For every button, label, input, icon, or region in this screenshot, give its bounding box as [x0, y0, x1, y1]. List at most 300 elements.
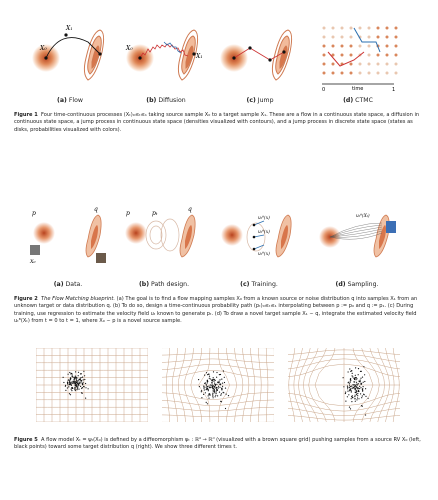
- velocity-arrows: [254, 221, 264, 249]
- sample-point: [80, 377, 81, 378]
- grid-line: [162, 353, 274, 355]
- sample-point: [351, 386, 352, 387]
- sample-point: [211, 385, 212, 386]
- state-dot: [386, 63, 389, 66]
- sample-point: [74, 389, 75, 390]
- sample-point: [358, 368, 359, 369]
- figure1-ctmc-panel: [318, 22, 400, 92]
- sample-point: [355, 401, 356, 402]
- target-density: [86, 215, 101, 257]
- sample-point: [352, 388, 353, 389]
- state-dot: [323, 27, 326, 30]
- sample-point: [70, 394, 71, 395]
- state-dot: [341, 27, 344, 30]
- sample-point: [73, 379, 74, 380]
- sample-point: [78, 379, 79, 380]
- sample-point: [219, 392, 220, 393]
- sample-point: [207, 374, 208, 375]
- sample-point: [363, 386, 364, 387]
- sample-point: [73, 381, 74, 382]
- sample-point: [74, 381, 75, 382]
- x1-label: X₁: [196, 53, 203, 60]
- q-label: q: [94, 206, 98, 213]
- pt-label: pₜ: [152, 210, 158, 217]
- sample-point: [350, 378, 351, 379]
- sample-point: [351, 370, 352, 371]
- sample-point: [69, 372, 70, 373]
- sample-point: [352, 373, 353, 374]
- sample-point: [355, 375, 356, 376]
- sample-point: [76, 389, 77, 390]
- ut-label: uₜᶿ(x): [258, 252, 270, 257]
- sample-point: [345, 392, 346, 393]
- sample-point: [69, 380, 70, 381]
- source-sample-image: [30, 245, 40, 255]
- state-dot: [332, 36, 335, 39]
- sample-point: [74, 383, 75, 384]
- jump-dot: [282, 50, 285, 53]
- sample-point: [362, 377, 363, 378]
- grid-line: [162, 415, 274, 417]
- sample-point: [209, 376, 210, 377]
- fig2-sub-b: (b) Path design.: [138, 281, 190, 288]
- sample-point: [361, 397, 362, 398]
- sample-point: [353, 381, 354, 382]
- sample-point: [205, 392, 206, 393]
- state-dot: [395, 27, 398, 30]
- sample-point: [71, 390, 72, 391]
- sample-point: [203, 388, 204, 389]
- sample-point: [349, 390, 350, 391]
- sample-point: [347, 391, 348, 392]
- sample-point: [224, 377, 225, 378]
- sample-point: [348, 371, 349, 372]
- sample-point: [360, 371, 361, 372]
- sample-point: [358, 381, 359, 382]
- state-dot: [386, 45, 389, 48]
- sample-point: [76, 377, 77, 378]
- sample-point: [65, 386, 66, 387]
- state-dot: [377, 36, 380, 39]
- sample-point: [360, 380, 361, 381]
- sample-point: [215, 388, 216, 389]
- sample-point: [347, 388, 348, 389]
- sample-point: [63, 382, 64, 383]
- sample-point: [69, 381, 70, 382]
- sample-point: [207, 388, 208, 389]
- figure1-flow-panel: [30, 22, 112, 92]
- sample-point: [67, 382, 68, 383]
- sample-point: [359, 386, 360, 387]
- sample-point: [356, 382, 357, 383]
- jump-dot: [268, 58, 271, 61]
- sample-point: [365, 396, 366, 397]
- sample-point: [204, 383, 205, 384]
- state-dot: [395, 72, 398, 75]
- sample-point: [364, 381, 365, 382]
- sample-point: [216, 377, 217, 378]
- sample-point: [220, 374, 221, 375]
- sample-point: [70, 383, 71, 384]
- figure2-data-panel: [28, 203, 110, 273]
- sample-point: [349, 407, 350, 408]
- sample-point: [215, 384, 216, 385]
- state-dot: [395, 36, 398, 39]
- sample-point: [362, 395, 363, 396]
- sample-point: [216, 393, 217, 394]
- sample-point: [76, 379, 77, 380]
- sample-points: [253, 224, 256, 251]
- state-dot: [368, 36, 371, 39]
- sample-point: [204, 389, 205, 390]
- sample-point: [214, 391, 215, 392]
- target-samples: [343, 366, 369, 416]
- sample-point: [81, 388, 82, 389]
- sample-point: [345, 401, 346, 402]
- sample-point: [83, 371, 84, 372]
- sample-point: [213, 386, 214, 387]
- sample-point: [80, 373, 81, 374]
- sample-point: [71, 382, 72, 383]
- sample-point: [213, 397, 214, 398]
- grid-line: [162, 370, 274, 377]
- sample-point: [206, 384, 207, 385]
- sample-point: [75, 387, 76, 388]
- sample-point: [214, 392, 215, 393]
- grid-line: [162, 400, 274, 406]
- source-density: [221, 224, 243, 246]
- sample-point: [78, 389, 79, 390]
- source-density: [33, 222, 55, 244]
- sample-point: [69, 384, 70, 385]
- sample-point: [78, 375, 79, 376]
- state-dot: [323, 63, 326, 66]
- sample-point: [83, 379, 84, 380]
- sample-point: [85, 387, 86, 388]
- state-dot: [350, 27, 353, 30]
- state-dot: [341, 54, 344, 57]
- sample-point: [212, 393, 213, 394]
- sample-point: [347, 386, 348, 387]
- sample-point: [213, 388, 214, 389]
- sample-point: [217, 382, 218, 383]
- sample-point: [365, 414, 366, 415]
- sample-point: [215, 395, 216, 396]
- state-dot: [368, 45, 371, 48]
- figure2-caption: Figure 2 The Flow Matching blueprint. (a) The goal is to find a flow mapping samples X₀ from a known source or noise distribution q into samples X₁ from an unknown target or data distribution q. (b) To do so, design a time-continuous probability path (pₜ)₀≤ₜ≤₁ interpolating between p := p₀ and q := p₁. (c) During training, use regression to estimate the velocity field uₜ known to generate pₜ. (d) To draw a novel target sample X₁ ∼ q, integrate the estimated velocity field uₜᶿ(Xₜ) from t = 0 to t = 1, where X₀ ∼ p is a novel source sample.: [14, 296, 418, 324]
- sample-point: [347, 387, 348, 388]
- sample-point: [356, 378, 357, 379]
- intermediate-samples: [198, 370, 229, 409]
- state-dot: [368, 63, 371, 66]
- sample-point: [362, 406, 363, 407]
- sample-point: [352, 397, 353, 398]
- state-dot: [377, 54, 380, 57]
- sample-point: [82, 383, 83, 384]
- sample-point: [77, 380, 78, 381]
- state-dot: [341, 45, 344, 48]
- sample-point: [221, 393, 222, 394]
- sample-point: [221, 401, 222, 402]
- sample-point: [212, 379, 213, 380]
- sample-point: [357, 393, 358, 394]
- state-dot: [323, 45, 326, 48]
- sample-point: [79, 382, 80, 383]
- fig1-sub-d: (d) CTMC: [343, 97, 373, 104]
- sample-point: [350, 386, 351, 387]
- sample-point: [210, 386, 211, 387]
- sample-point: [217, 395, 218, 396]
- sample-point: [68, 374, 69, 375]
- figure1-diffusion-panel: [124, 22, 206, 92]
- figure2-training-panel: [218, 203, 300, 273]
- sample-point: [351, 401, 352, 402]
- sample-point: [360, 387, 361, 388]
- sample-point: [63, 377, 64, 378]
- sample-point: [219, 387, 220, 388]
- sample-point: [68, 386, 69, 387]
- sample-point: [362, 390, 363, 391]
- sample-point: [79, 383, 80, 384]
- x1-label: X₁: [66, 25, 73, 32]
- sample-point: [219, 384, 220, 385]
- sample-point: [350, 381, 351, 382]
- sample-point: [222, 386, 223, 387]
- state-dot: [332, 27, 335, 30]
- time-label: time: [352, 86, 364, 92]
- sample-point: [80, 386, 81, 387]
- sample-point: [218, 387, 219, 388]
- sample-point: [204, 387, 205, 388]
- sample-point: [360, 381, 361, 382]
- sample-point: [221, 388, 222, 389]
- sample-point: [208, 374, 209, 375]
- figure5-caption: Figure 5 A flow model Xₜ = ψₜ(X₀) is defined by a diffeomorphism ψₜ : ℝᵈ → ℝᵈ (visualized with a brown square grid) pushing samples from a source RV X₀ (left, black points) toward some target distribution q (right). We show three different times t.: [14, 437, 421, 451]
- sample-point: [343, 377, 344, 378]
- sample-point: [84, 379, 85, 380]
- sample-point: [217, 390, 218, 391]
- fig2-sub-d: (d) Sampling.: [335, 281, 379, 288]
- diffeomorphism-grid: [36, 348, 148, 422]
- sample-point: [201, 397, 202, 398]
- figure2-path-design-panel: [122, 203, 204, 273]
- sample-point: [216, 391, 217, 392]
- sample-point: [218, 381, 219, 382]
- sample-point: [83, 386, 84, 387]
- sample-point: [208, 395, 209, 396]
- sample-point: [203, 394, 204, 395]
- sample-point: [358, 383, 359, 384]
- sample-point: [223, 392, 224, 393]
- diffeomorphism-grid: [162, 348, 274, 422]
- sample-point: [355, 389, 356, 390]
- sample-point: [204, 375, 205, 376]
- sample-point: [358, 374, 359, 375]
- sample-point: [75, 390, 76, 391]
- sample-point: [221, 389, 222, 390]
- state-dot: [377, 27, 380, 30]
- target-density: [180, 215, 195, 257]
- jump-dot: [248, 46, 251, 49]
- sample-point: [357, 388, 358, 389]
- state-dot: [323, 72, 326, 75]
- state-dot: [332, 63, 335, 66]
- sample-point: [215, 380, 216, 381]
- state-dot: [350, 45, 353, 48]
- state-dot: [359, 72, 362, 75]
- sample-point: [214, 383, 215, 384]
- figure2-sampling-panel: [316, 203, 398, 273]
- sample-point: [224, 382, 225, 383]
- fig2-sub-c: (c) Training.: [240, 281, 278, 288]
- sample-point: [216, 372, 217, 373]
- sample-point: [213, 371, 214, 372]
- sample-point: [213, 391, 214, 392]
- sample-point: [85, 383, 86, 384]
- state-dot: [350, 54, 353, 57]
- source-samples: [63, 371, 89, 399]
- state-dot: [386, 27, 389, 30]
- sample-point: [356, 399, 357, 400]
- state-dot: [386, 36, 389, 39]
- state-dot: [368, 72, 371, 75]
- sample-point: [206, 402, 207, 403]
- sample-point: [356, 391, 357, 392]
- sample-point: [84, 375, 85, 376]
- grid-line: [162, 407, 274, 411]
- state-dot: [332, 45, 335, 48]
- sample-point: [210, 378, 211, 379]
- sample-point: [65, 390, 66, 391]
- sample-point: [348, 382, 349, 383]
- sample-point: [354, 387, 355, 388]
- state-dot: [395, 45, 398, 48]
- sample-point: [357, 397, 358, 398]
- sample-point: [88, 388, 89, 389]
- generated-sample-image: [386, 221, 396, 233]
- sample-point: [72, 374, 73, 375]
- diffeomorphism-grid: [288, 348, 400, 422]
- sample-point: [206, 372, 207, 373]
- state-dot: [368, 54, 371, 57]
- sample-point: [355, 386, 356, 387]
- sample-point: [358, 398, 359, 399]
- xt-dot: [64, 33, 67, 36]
- sample-point: [355, 379, 356, 380]
- sample-point: [351, 391, 352, 392]
- sample-point: [363, 394, 364, 395]
- sample-point: [368, 398, 369, 399]
- sample-point: [355, 395, 356, 396]
- p-label: p: [32, 210, 36, 217]
- sample-point: [82, 377, 83, 378]
- sample-point: [207, 380, 208, 381]
- sample-point: [363, 366, 364, 367]
- target-contours: [272, 30, 291, 80]
- figure5-grid-panel-3: [288, 348, 400, 422]
- sample-point: [212, 387, 213, 388]
- grid-line: [162, 364, 274, 370]
- sample-point: [215, 396, 216, 397]
- sample-point: [208, 386, 209, 387]
- sample-point: [67, 384, 68, 385]
- sample-point: [207, 381, 208, 382]
- sample-point: [213, 379, 214, 380]
- state-dot: [350, 72, 353, 75]
- fig2-sub-a: (a) Data.: [53, 281, 83, 288]
- sample-point: [77, 386, 78, 387]
- sample-point: [209, 378, 210, 379]
- sample-point: [69, 382, 70, 383]
- ut-sample-label: uₜᶿ(Xₜ): [356, 214, 370, 219]
- time-one-label: 1: [392, 87, 396, 92]
- state-dot: [386, 54, 389, 57]
- sample-point: [220, 395, 221, 396]
- figure1-caption: Figure 1 Four time-continuous processes (Xₜ)₀≤ₜ≤₁ taking source sample X₀ to a target sample X₁. These are a flow in a continuous state space, a diffusion in continuous state space, a jump process in continuous state space (densities visualized with contours), and a jump process in discrete state space (states as disks, probabilities visualized with colors).: [14, 112, 420, 133]
- sample-point: [198, 379, 199, 380]
- sample-point: [72, 383, 73, 384]
- sample-point: [350, 408, 351, 409]
- sample-point: [351, 398, 352, 399]
- source-density: [125, 222, 147, 244]
- state-dot: [350, 36, 353, 39]
- sample-point: [356, 392, 357, 393]
- state-dot: [377, 63, 380, 66]
- sample-point: [85, 398, 86, 399]
- target-density: [276, 215, 291, 257]
- state-dot: [341, 72, 344, 75]
- state-dot: [368, 27, 371, 30]
- fig1-sub-b: (b) Diffusion: [146, 97, 186, 104]
- sample-point: [365, 388, 366, 389]
- sample-point: [207, 403, 208, 404]
- fig1-sub-a: (a) Flow: [57, 97, 83, 104]
- sample-point: [201, 391, 202, 392]
- grid-line: [162, 359, 274, 363]
- sample-point: [349, 383, 350, 384]
- sample-point: [349, 389, 350, 390]
- sample-point: [77, 387, 78, 388]
- sample-point: [69, 393, 70, 394]
- sample-point: [359, 388, 360, 389]
- sample-point: [350, 371, 351, 372]
- sample-point: [214, 386, 215, 387]
- ut-label: uₜᶿ(x): [258, 216, 270, 221]
- sample-point: [350, 380, 351, 381]
- sample-point: [208, 398, 209, 399]
- sample-point: [357, 384, 358, 385]
- p-label: p: [126, 210, 130, 217]
- sample-point: [80, 380, 81, 381]
- ctmc-path-blue: [354, 28, 380, 52]
- q-label: q: [188, 206, 192, 213]
- sample-point: [218, 386, 219, 387]
- sample-point: [209, 393, 210, 394]
- sample-point: [201, 390, 202, 391]
- sample-point: [212, 395, 213, 396]
- sample-point: [221, 379, 222, 380]
- figure1-jump-panel: [218, 22, 300, 92]
- sample-point: [364, 374, 365, 375]
- sample-point: [219, 379, 220, 380]
- sample-point: [350, 388, 351, 389]
- sample-point: [212, 394, 213, 395]
- sample-point: [206, 385, 207, 386]
- sample-point: [219, 374, 220, 375]
- state-dot: [395, 63, 398, 66]
- sample-point: [67, 387, 68, 388]
- sample-point: [71, 389, 72, 390]
